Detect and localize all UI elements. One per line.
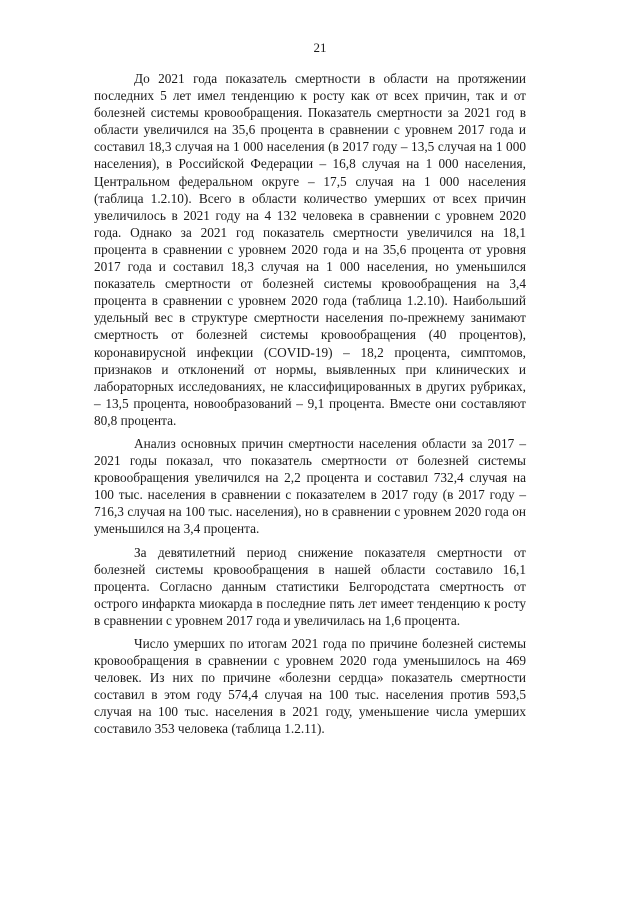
document-body [94, 70, 526, 744]
paragraph-1: До 2021 года показатель смертности в области на протяжении последних 5 лет имел тенденцию к росту как от всех причин, так и от болезней системы кровообращения. Показатель смертности за 2021 год в области увеличился на 35,6 процента в сравнении с уровнем 2017 года и составил 18,3 случая на 1 000 населения (в 2017 году – 13,5 случая на 1 000 населения), в Российской Федерации – 16,8 случая на 1 000 населения, Центральном федеральном округе – 17,5 случая на 1 000 населения (таблица 1.2.10). Всего в области количество умерших от всех причин увеличилось в 2021 году на 4 132 человека в сравнении с уровнем 2020 года. Однако за 2021 год показатель смертности увеличился на 18,1 процента в сравнении с уровнем 2020 года и на 35,6 процента от уровня 2017 года и составил 18,3 случая на 1 000 населения, но уменьшился показатель смертности от болезней системы кровообращения на 3,4 процента в сравнении с уровнем 2020 года (таблица 1.2.10). Наибольший удельный вес в структуре смертности населения по-прежнему занимают смертность от болезней системы кровообращения (40 процентов), коронавирусной инфекции (COVID-19) – 18,2 процента, симптомов, признаков и отклонений от нормы, выявленных при клинических и лабораторных исследованиях, не классифицированных в других рубриках, – 13,5 процента, новообразований – 9,1 процента. Вместе они составляют 80,8 процента. [94, 71, 526, 428]
paragraph-3: За девятилетний период снижение показателя смертности от болезней системы кровообращения в нашей области составило 16,1 процента. Согласно данным статистики Белгородстата смертность от острого инфаркта миокарда в последние пять лет имеет тенденцию к росту в сравнении с уровнем 2017 года и увеличилась на 1,6 процента. [94, 544, 526, 628]
paragraph-2: Анализ основных причин смертности населения области за 2017 – 2021 годы показал, что показатель смертности от болезней системы кровообращения увеличился на 2,2 процента и составил 732,4 случая на 100 тыс. населения в сравнении с показателем в 2017 году (в 2017 году – 716,3 случая на 100 тыс. населения), но в сравнении с уровнем 2020 года он уменьшился на 3,4 процента. [94, 435, 526, 537]
page-number: 21 [313, 40, 327, 55]
paragraph-4: Число умерших по итогам 2021 года по причине болезней системы кровообращения в сравнении с уровнем 2020 года уменьшилось на 469 человек. Из них по причине «болезни сердца» показатель смертности составил в этом году 574,4 случая на 100 тыс. населения против 593,5 случая на 100 тыс. населения в 2021 году, уменьшение числа умерших составило 353 человека (таблица 1.2.11). [94, 636, 526, 737]
